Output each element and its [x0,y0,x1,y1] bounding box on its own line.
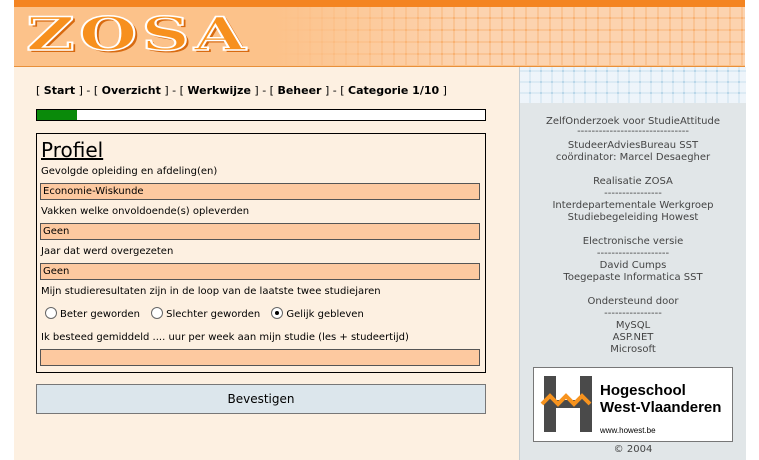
sidebar-ondersteund: Ondersteund door [587,296,679,307]
main-content [14,67,518,460]
radio-circle[interactable] [45,307,57,319]
overgezeten-field[interactable]: Geen [40,263,480,280]
sidebar-divider: ---------------- [604,308,662,319]
nav-start-link[interactable]: Start [43,84,76,97]
header-top-line [14,0,745,7]
form-title: Profiel [41,138,104,162]
radio-label: Slechter geworden [166,309,261,320]
page-container [14,0,745,460]
howest-url: www.howest.be [600,426,656,435]
sidebar-divider: -------------------- [596,248,670,259]
radio-beter[interactable] [45,307,140,320]
header-banner [14,0,745,67]
onvoldoende-field[interactable]: Geen [40,223,480,240]
sidebar-tech-microsoft: Microsoft [610,344,656,355]
onvoldoende-label: Vakken welke onvoldoende(s) opleverden [41,206,250,217]
progress-bar [36,109,486,121]
howest-name-line1: Hogeschool [600,382,686,399]
radio-label: Beter geworden [60,309,140,320]
sidebar-werkgroep-sub: Studiebegeleiding Howest [567,212,699,223]
nav-bracket: ] [442,84,447,97]
nav-bracket: [ [36,84,41,97]
top-navigation [36,84,447,97]
progress-fill [37,110,77,120]
sidebar-coordinator: coördinator: Marcel Desaegher [555,152,711,163]
sidebar-tech-aspnet: ASP.NET [612,332,654,343]
studieresultaten-label: Mijn studieresultaten zijn in de loop van de laatste twee studiejaren [41,286,381,297]
sidebar-divider: ---------------- [604,188,662,199]
sidebar-realisatie: Realisatie ZOSA [593,176,673,187]
radio-gelijk[interactable] [271,307,363,320]
copyright: © 2004 [613,444,653,455]
opleiding-field[interactable]: Economie-Wiskunde [40,183,480,200]
profile-form [36,133,486,373]
sidebar-author: David Cumps [599,260,667,271]
sidebar-electronisch: Electronische versie [582,236,684,247]
studietijd-label: Ik besteed gemiddeld .... uur per week aan mijn studie (les + studeertijd) [41,332,409,343]
sidebar-tech-mysql: MySQL [615,320,651,331]
nav-separator: ] - [ [324,84,345,97]
nav-categorie-link[interactable]: Categorie 1/10 [348,84,440,97]
howest-name [600,382,721,416]
radio-slechter[interactable] [151,307,260,320]
bevestigen-button[interactable]: Bevestigen [36,384,486,414]
howest-logo[interactable] [533,367,733,442]
sidebar-tile-pattern [520,67,746,103]
nav-overzicht-link[interactable]: Overzicht [101,84,161,97]
overgezeten-label: Jaar dat werd overgezeten [41,246,174,257]
howest-name-line2: West-Vlaanderen [600,399,722,416]
zosa-logo: ZOSA [26,7,251,61]
nav-separator: ] - [ [78,84,99,97]
studietijd-field[interactable] [40,349,480,366]
nav-separator: ] - [ [164,84,184,97]
radio-circle[interactable] [151,307,163,319]
sidebar-title: ZelfOnderzoek voor StudieAttitude [546,116,720,127]
nav-beheer-link[interactable]: Beheer [277,84,322,97]
nav-separator: ] - [ [254,84,274,97]
nav-werkwijze-link[interactable]: Werkwijze [187,84,251,97]
radio-label: Gelijk gebleven [286,309,364,320]
studieresultaten-radio-group [45,307,372,320]
sidebar-divider: ------------------------------- [577,126,689,137]
sidebar-werkgroep: Interdepartementale Werkgroep [552,200,714,211]
header-tile-pattern [275,7,745,65]
radio-circle-selected[interactable] [271,307,283,319]
sidebar-author-dept: Toegepaste Informatica SST [563,272,703,283]
opleiding-label: Gevolgde opleiding en afdeling(en) [41,166,218,177]
howest-h-icon [540,374,596,434]
sidebar-org: StudeerAdviesBureau SST [567,140,699,151]
info-sidebar [519,67,746,460]
